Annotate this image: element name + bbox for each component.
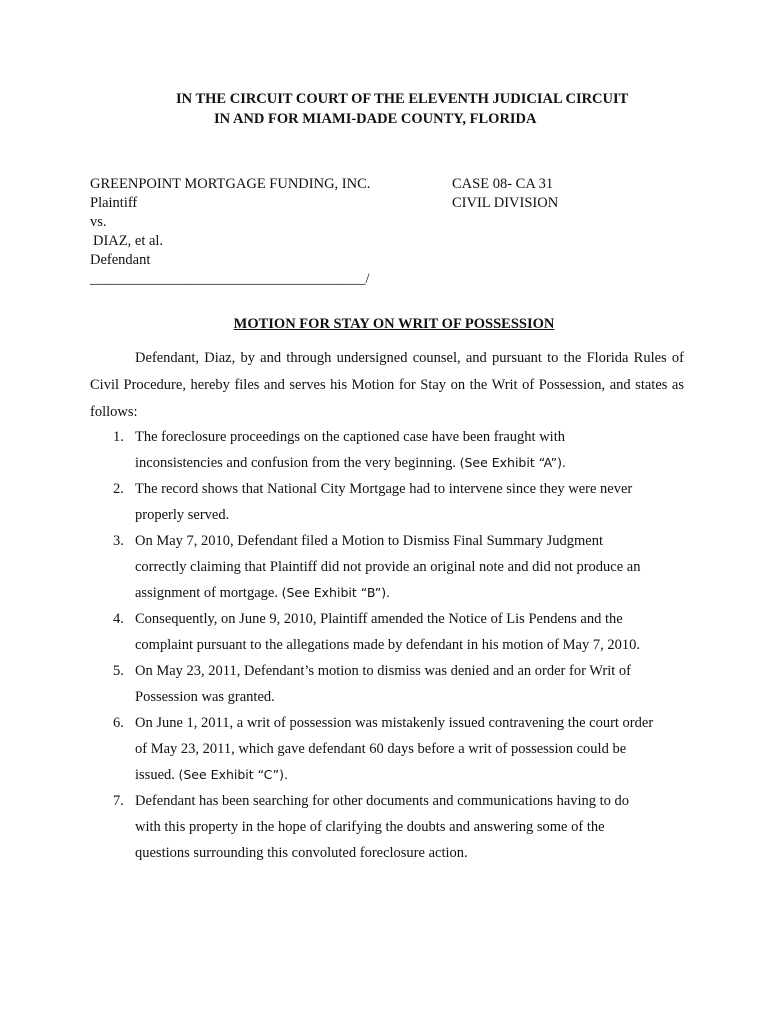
exhibit-reference: (See Exhibit “B”). (281, 585, 391, 600)
list-item-line: issued. (135, 767, 179, 783)
numbered-list (90, 424, 690, 866)
list-item-number: 1. (113, 429, 124, 445)
list-item-line: of May 23, 2011, which gave defendant 60 days before a writ of possession could be (135, 741, 627, 757)
list-item-line: correctly claiming that Plaintiff did not provide an original note and did not produce an (135, 559, 641, 575)
list-item-line: inconsistencies and confusion from the very beginning. (135, 455, 460, 471)
list-item-line: On May 23, 2011, Defendant’s motion to dismiss was denied and an order for Writ of (135, 663, 631, 679)
defendant-name: DIAZ, et al. (93, 233, 164, 249)
list-item (90, 424, 690, 476)
caption-rule: ______________________________________/ (90, 271, 370, 287)
list-item-number: 6. (113, 715, 124, 731)
list-item-line: assignment of mortgage. (135, 585, 282, 601)
list-item-line: with this property in the hope of clarifying the doubts and answering some of the (135, 819, 605, 835)
list-item-line: Possession was granted. (135, 689, 275, 705)
list-item (90, 476, 690, 528)
case-caption-number (452, 175, 558, 213)
list-item-number: 4. (113, 611, 124, 627)
list-item-line: On May 7, 2010, Defendant filed a Motion to Dismiss Final Summary Judgment (135, 533, 603, 549)
list-item (90, 788, 690, 866)
case-number: CASE 08- CA 31 (452, 176, 554, 192)
case-caption-parties (90, 175, 370, 289)
list-item-line: properly served. (135, 507, 230, 523)
list-item-line: The record shows that National City Mortgage had to intervene since they were never (135, 481, 633, 497)
motion-title: MOTION FOR STAY ON WRIT OF POSSESSION (233, 316, 555, 332)
list-item-line: Consequently, on June 9, 2010, Plaintiff amended the Notice of Lis Pendens and the (135, 611, 623, 627)
court-heading-line-1: IN THE CIRCUIT COURT OF THE ELEVENTH JUDICIAL CIRCUIT (176, 91, 629, 107)
list-item-line: complaint pursuant to the allegations made by defendant in his motion of May 7, 2010. (135, 637, 640, 653)
plaintiff-label: Plaintiff (90, 195, 138, 211)
case-division: CIVIL DIVISION (452, 195, 559, 211)
list-item-line: Defendant has been searching for other documents and communications having to do (135, 793, 630, 809)
exhibit-reference: (See Exhibit “C”). (178, 767, 288, 782)
plaintiff-name: GREENPOINT MORTGAGE FUNDING, INC. (90, 176, 371, 192)
list-item (90, 528, 690, 606)
list-item-number: 3. (113, 533, 124, 549)
intro-paragraph: Defendant, Diaz, by and through undersigned counsel, and pursuant to the Florida Rules of Civil Procedure, hereby files and serves his Motion for Stay on the Writ of Possession, and states as follows: (90, 350, 684, 420)
list-item-number: 7. (113, 793, 124, 809)
versus-label: vs. (90, 214, 107, 230)
list-item-line: questions surrounding this convoluted foreclosure action. (135, 845, 468, 861)
list-item (90, 658, 690, 710)
list-item (90, 710, 690, 788)
court-heading-line-2: IN AND FOR MIAMI-DADE COUNTY, FLORIDA (214, 111, 537, 127)
list-item-number: 2. (113, 481, 124, 497)
list-item (90, 606, 690, 658)
list-item-number: 5. (113, 663, 124, 679)
exhibit-reference: (See Exhibit “A”). (459, 455, 566, 470)
defendant-label: Defendant (90, 252, 151, 268)
list-item-line: The foreclosure proceedings on the captioned case have been fraught with (135, 429, 565, 445)
list-item-line: On June 1, 2011, a writ of possession was mistakenly issued contravening the court order (135, 715, 654, 731)
